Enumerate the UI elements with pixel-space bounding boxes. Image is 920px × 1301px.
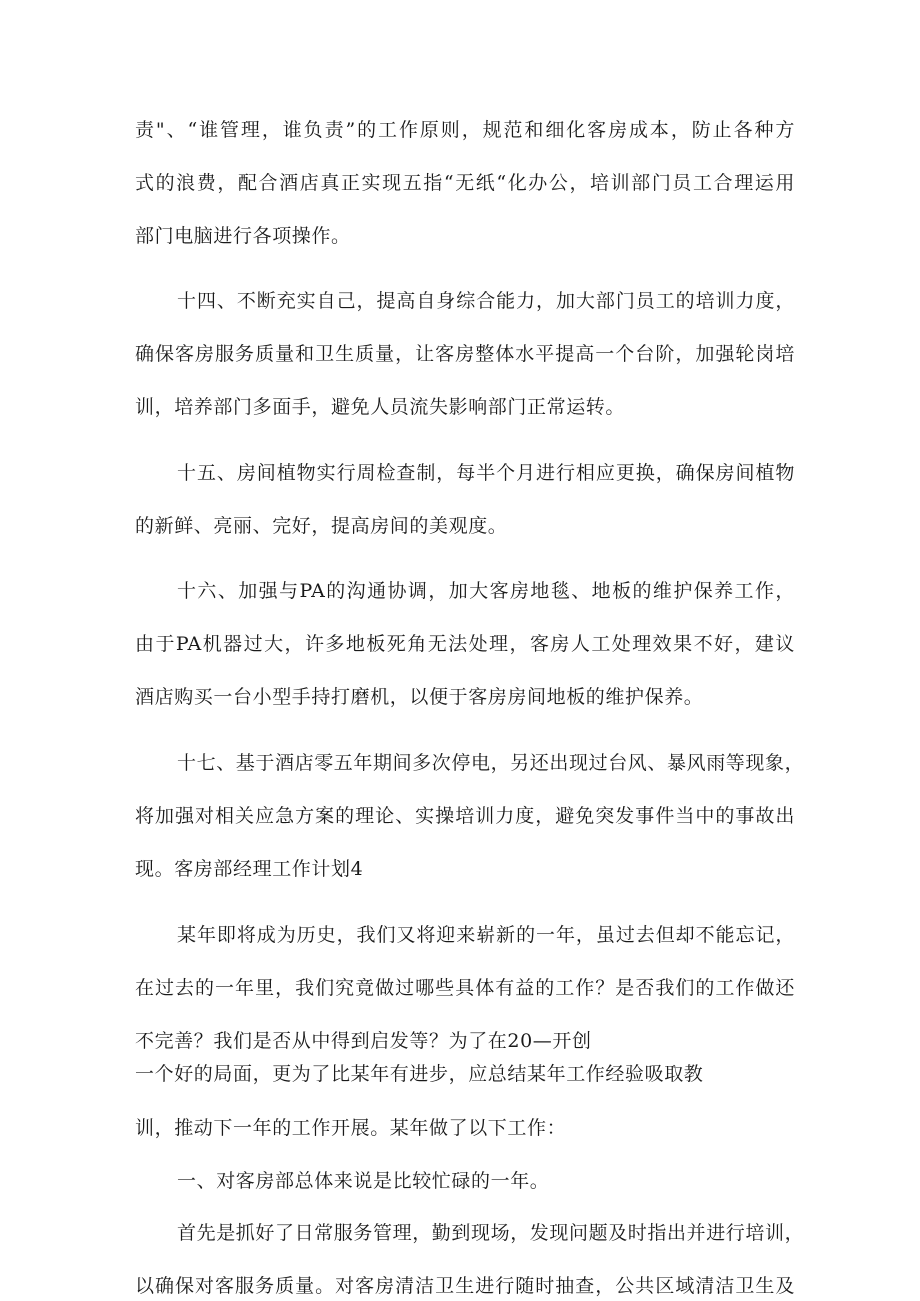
text-line: 十五、房间植物实行周检查制，每半个月进行相应更换，确保房间植物 — [177, 462, 795, 484]
text-line: 将加强对相关应急方案的理论、实操培训力度，避免突发事件当中的事故出 — [135, 805, 795, 827]
text-line: 十七、基于酒店零五年期间多次停电，另还出现过台风、暴风雨等现象， — [177, 752, 805, 774]
text-line: 由于PA机器过大，许多地板死角无法处理，客房人工处理效果不好，建议 — [135, 633, 795, 655]
text-line: 确保客房服务质量和卫生质量，让客房整体水平提高一个台阶，加强轮岗培 — [135, 343, 795, 365]
text-line: 某年即将成为历史，我们又将迎来崭新的一年，虽过去但却不能忘记， — [177, 924, 795, 946]
text-line: 式的浪费，配合酒店真正实现五指“无纸“化办公，培训部门员工合理运用 — [135, 172, 795, 194]
text-line: 一个好的局面，更为了比某年有进步，应总结某年工作经验吸取教 — [135, 1063, 704, 1085]
text-line: 训，培养部门多面手，避免人员流失影响部门正常运转。 — [135, 396, 626, 418]
text-line: 首先是抓好了日常服务管理，勤到现场，发现问题及时指出并进行培训， — [177, 1222, 805, 1244]
text-line: 十六、加强与PA的沟通协调，加大客房地毯、地板的维护保养工作， — [177, 580, 795, 602]
text-line: 部门电脑进行各项操作。 — [135, 225, 351, 247]
text-line: 现。客房部经理工作计划4 — [135, 858, 364, 880]
text-line: 在过去的一年里，我们究竟做过哪些具体有益的工作？是否我们的工作做还 — [135, 977, 795, 999]
text-line: 酒店购买一台小型手持打磨机，以便于客房房间地板的维护保养。 — [135, 686, 704, 708]
text-line: 训，推动下一年的工作开展。某年做了以下工作： — [135, 1117, 567, 1139]
text-line: 不完善？我们是否从中得到启发等？为了在20—开创 — [135, 1030, 592, 1052]
text-line: 以确保对客服务质量。对客房清洁卫生进行随时抽查，公共区域清洁卫生及 — [135, 1275, 795, 1297]
text-line: 责"、“谁管理，谁负责”的工作原则，规范和细化客房成本，防止各种方 — [135, 119, 795, 141]
text-line: 一、对客房部总体来说是比较忙碌的一年。 — [177, 1170, 550, 1192]
text-line: 的新鲜、亮丽、完好，提高房间的美观度。 — [135, 515, 508, 537]
text-line: 十四、不断充实自己，提高自身综合能力，加大部门员工的培训力度， — [177, 290, 795, 312]
